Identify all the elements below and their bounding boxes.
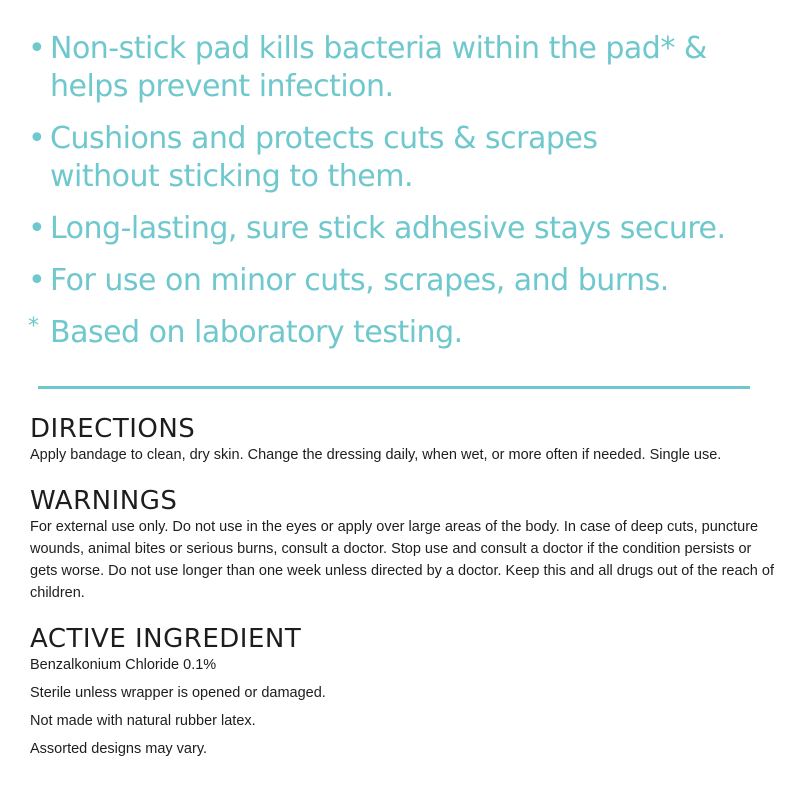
directions-section [30,414,775,466]
bullet-marker: • [28,121,46,156]
designs-note: Assorted designs may vary. [30,741,208,757]
bullet-marker: • [28,211,46,246]
feature-text: Long-lasting, sure stick adhesive stays secure. [50,211,726,246]
feature-item [28,30,768,106]
feature-text: Cushions and protects cuts & scrapes without sticking to them. [50,121,598,194]
feature-item [28,120,768,196]
active-ingredient-section [30,624,775,760]
warnings-heading: WARNINGS [30,486,178,516]
footnote-marker: * [28,314,39,339]
footnote [28,314,768,352]
bullet-marker: • [28,263,46,298]
feature-text: For use on minor cuts, scrapes, and burns. [50,263,669,298]
feature-text: Non-stick pad kills bacteria within the pad* & helps prevent infection. [50,31,707,104]
feature-item [28,210,768,248]
bullet-marker: • [28,31,46,66]
warnings-section [30,486,775,604]
features-list [28,30,768,366]
directions-body: Apply bandage to clean, dry skin. Change the dressing daily, when wet, or more often if needed. Single use. [30,447,722,463]
footnote-text: Based on laboratory testing. [50,315,463,350]
sterility-note: Sterile unless wrapper is opened or damaged. [30,685,326,701]
active-ingredient-heading: ACTIVE INGREDIENT [30,624,302,654]
feature-item [28,262,768,300]
directions-heading: DIRECTIONS [30,414,196,444]
latex-note: Not made with natural rubber latex. [30,713,256,729]
warnings-body: For external use only. Do not use in the eyes or apply over large areas of the body. In case of deep cuts, puncture wounds, animal bites or serious burns, consult a doctor. Stop use and consult a doctor if the condition persists or gets worse. Do not use longer than one week unless directed by a doctor. Keep this and all drugs out of the reach of children. [30,519,774,601]
active-ingredient-body: Benzalkonium Chloride 0.1% [30,657,217,673]
divider-line [38,386,750,389]
